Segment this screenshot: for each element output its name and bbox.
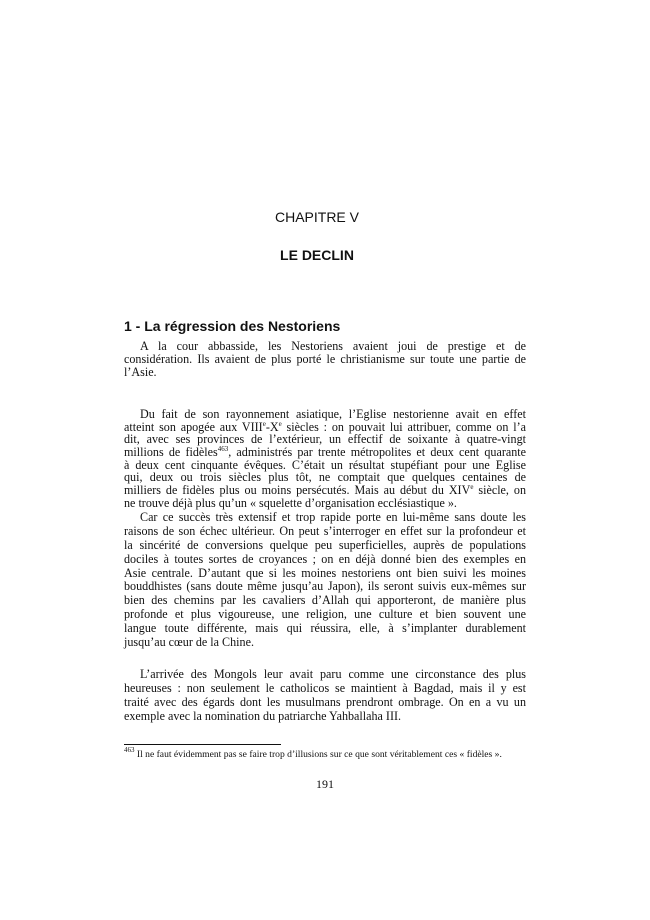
text-segment: ne trouve déjà plus qu’un « squelette d’organisation ecclésiastique ».	[124, 495, 457, 510]
text-line-content	[124, 525, 526, 539]
text-segment: -X	[265, 419, 279, 434]
text-segment: l’Asie.	[124, 365, 157, 379]
text-segment: jusqu’au cœur de la Chine.	[124, 635, 254, 650]
paragraph	[124, 408, 526, 510]
footnote-reference: e	[470, 483, 474, 492]
text-line	[124, 622, 526, 636]
text-segment: siècles : on pouvait lui attribuer, comme on l’a	[281, 419, 526, 434]
text-line-content	[124, 539, 526, 553]
text-segment: bien des chemins par les cavaliers d’Allah qui apporteront, de manière plus	[124, 593, 526, 608]
text-segment: siècle, on	[473, 483, 526, 498]
chapter-label: CHAPITRE V	[274, 209, 359, 225]
text-segment: Asie centrale. D’autant que si les moines nestoriens ont bien suivi les moines	[124, 565, 526, 580]
text-line	[124, 539, 526, 553]
chapter-title: LE DECLIN	[280, 247, 354, 263]
text-segment: considération. Ils avaient de plus porté le christianisme sur toute une partie de	[124, 352, 526, 366]
text-segment: langue toute différente, mais qui réussira, elle, à s’implanter durablement	[124, 621, 526, 636]
text-line-content	[124, 580, 526, 594]
text-line-content	[124, 608, 526, 622]
footnote-reference: e	[262, 419, 266, 428]
text-segment: atteint son apogée aux VIII	[124, 419, 263, 434]
text-line	[124, 497, 526, 510]
footnote-separator	[124, 744, 281, 745]
paragraph	[124, 668, 526, 724]
footnote-reference: 463	[217, 445, 229, 454]
text-segment: , administrés par trente métropolites et deux cent quarante	[228, 445, 526, 460]
text-line-content	[124, 353, 526, 366]
text-segment: la sincérité de conversions quelque peu superficielles, auprès de populations	[124, 537, 526, 552]
footnote-number: 463	[124, 746, 135, 754]
footnote	[124, 746, 502, 760]
text-segment: A la cour abbasside, les Nestoriens avaient joui de prestige et de	[140, 339, 526, 353]
text-line-content	[124, 497, 526, 510]
footnote-text: Il ne faut évidemment pas se faire trop d’illusions sur ce que sont véritablement ces « fidèles ».	[134, 749, 502, 760]
text-line	[124, 511, 526, 525]
text-line	[124, 710, 526, 724]
text-segment: L’arrivée des Mongols leur avait paru comme une circonstance des plus	[140, 667, 526, 681]
text-segment: traité avec des égards dont les musulmans prendront ombrage. On en a vu un	[124, 694, 526, 709]
text-segment: milliers de fidèles plus ou moins persécutés. Mais au début du XIV	[124, 483, 471, 498]
paragraph	[124, 511, 526, 650]
text-segment: dit, avec ses provinces de l’extérieur, un effectif de soixante à quatre-vingt	[124, 432, 526, 447]
text-line	[124, 594, 526, 608]
text-line	[124, 668, 526, 682]
text-line	[124, 553, 526, 567]
text-line	[124, 636, 526, 650]
text-segment: millions de fidèles	[124, 445, 218, 460]
text-segment: dociles à toutes sortes de croyances ; on en déjà donné bien des exemples en	[124, 551, 526, 566]
text-line-content	[140, 668, 526, 682]
text-line-content	[124, 594, 526, 608]
text-line	[124, 580, 526, 594]
footnote-reference: e	[278, 419, 282, 428]
text-line-content	[124, 696, 526, 710]
text-segment: Du fait de son rayonnement asiatique, l’Eglise nestorienne avait en effet	[140, 407, 526, 421]
text-segment: exemple avec la nomination du patriarche Yahballaha III.	[124, 708, 402, 723]
text-line	[124, 608, 526, 622]
text-line-content	[124, 682, 526, 696]
text-line-content	[124, 366, 526, 379]
text-line	[124, 696, 526, 710]
text-line	[124, 366, 526, 379]
text-segment: à deux cent cinquante évêques. C’était un résultat stupéfiant pour une Eglise	[124, 457, 526, 472]
text-segment: Car ce succès très extensif et trop rapide porte en lui-même sans doute les	[140, 510, 526, 524]
text-segment: raisons de son échec ultérieur. On peut s’interroger en effet sur la profondeur et	[124, 523, 526, 538]
text-segment: profonde et plus vigoureuse, une religion, une culture et bien souvent une	[124, 607, 526, 622]
text-line-content	[124, 710, 526, 724]
paragraph	[124, 340, 526, 379]
text-line-content	[124, 636, 526, 650]
section-heading: 1 - La régression des Nestoriens	[124, 318, 341, 334]
text-line-content	[124, 567, 526, 581]
text-line	[124, 525, 526, 539]
text-line-content	[140, 511, 526, 525]
text-line	[124, 567, 526, 581]
text-line	[124, 353, 526, 366]
text-segment: qui, deux ou trois siècles plus tôt, ne comptait que quelques centaines de	[124, 470, 526, 485]
text-line-content	[124, 553, 526, 567]
text-line	[124, 682, 526, 696]
text-line-content	[124, 622, 526, 636]
text-segment: bouddhistes (sans doute même jusqu’au Japon), ils seront suivis eux-mêmes sur	[124, 579, 526, 594]
page-number: 191	[316, 777, 334, 791]
text-segment: heureuses : non seulement le catholicos se maintient à Bagdad, mais il y est	[124, 680, 526, 695]
